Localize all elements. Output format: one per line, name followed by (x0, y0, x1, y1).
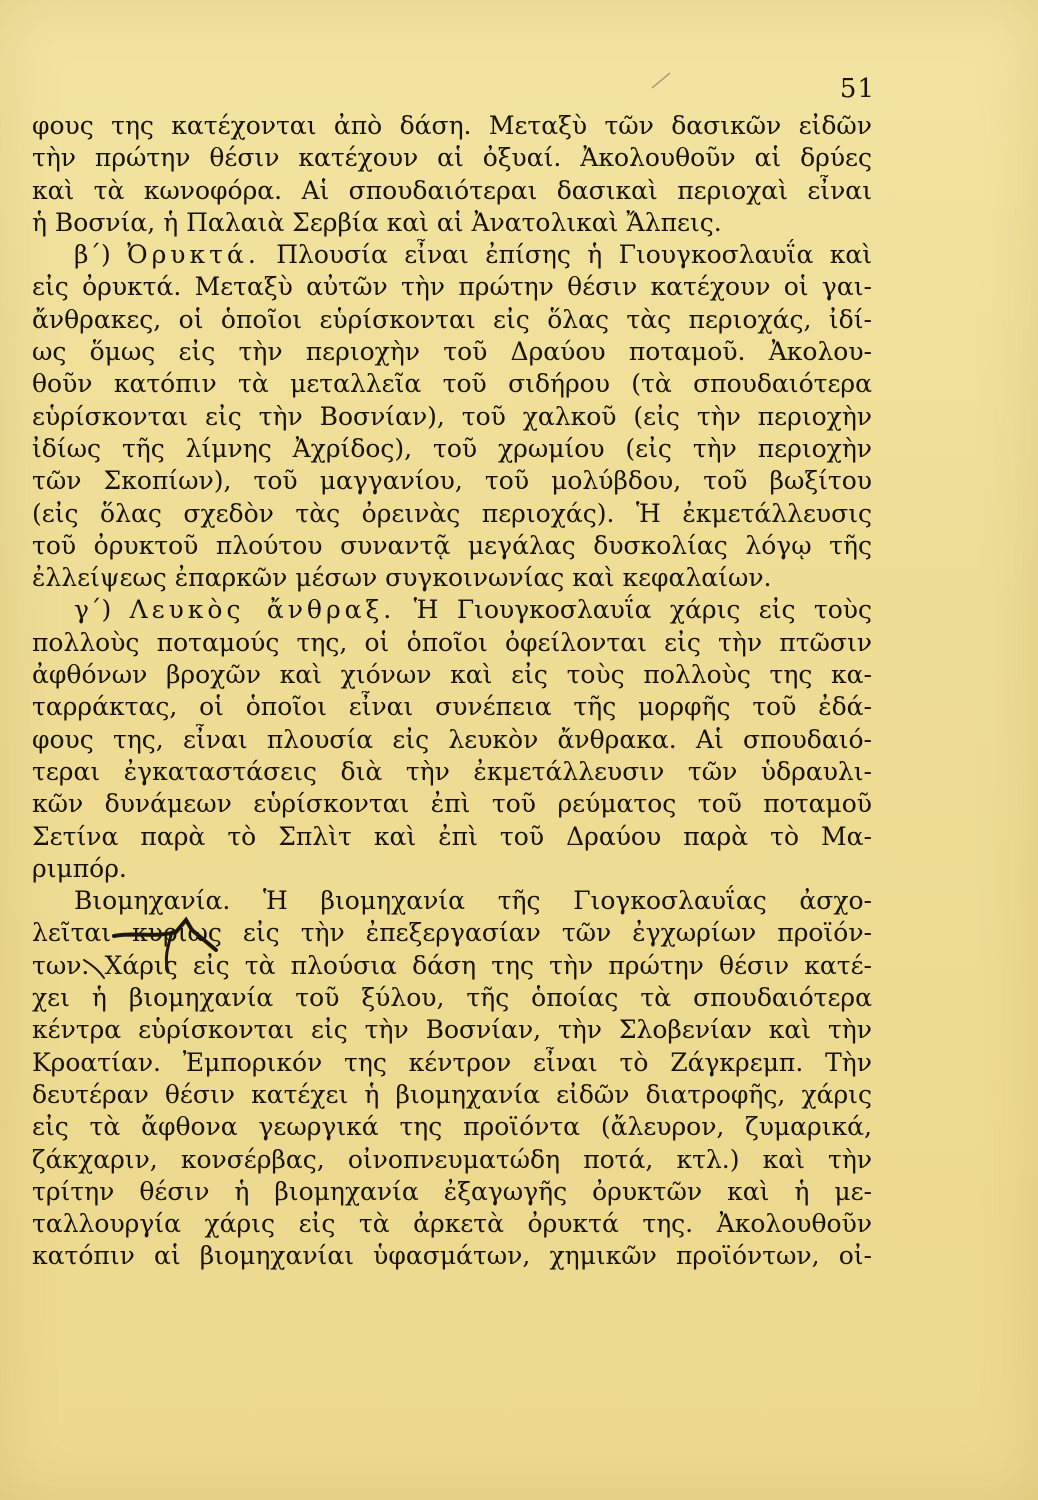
text-line: τεραι ἐγκαταστάσεις διὰ τὴν ἐκμετάλλευσιν τῶν ὑδραυλι- (32, 756, 872, 786)
text-line: φους της κατέχονται ἀπὸ δάση. Μεταξὺ τῶν δασικῶν εἰδῶν (32, 111, 872, 140)
text-line: ἰδίως τῆς λίμνης Ἀχρίδος), τοῦ χρωμίου (εἰς τὴν περιοχὴν (32, 433, 872, 463)
text-line: πολλοὺς ποταμούς της, οἱ ὁποῖοι ὀφείλονται εἰς τὴν πτῶσιν (32, 627, 872, 657)
section-first-line-text: Ἡ βιομηχανία τῆς Γιογκοσλαυΐας ἀσχο- (263, 886, 872, 916)
section-heading-line (32, 594, 872, 626)
section-heading: Βιομηχανία. (74, 886, 231, 916)
text-line: ἡ Βοσνία, ἡ Παλαιὰ Σερβία καὶ αἱ Ἀνατολικαὶ Ἄλπεις. (32, 207, 722, 237)
text-line: των. Χάρις εἰς τὰ πλούσια δάση της τὴν πρώτην θέσιν κατέ- (32, 950, 872, 980)
text-line: κῶν δυνάμεων εὑρίσκονται ἐπὶ τοῦ ρεύματος τοῦ ποταμοῦ (32, 789, 872, 819)
text-line: ἐλλείψεως ἐπαρκῶν μέσων συγκοινωνίας καὶ κεφαλαίων. (32, 563, 772, 593)
text-line: ἀφθόνων βροχῶν καὶ χιόνων καὶ εἰς τοὺς πολλοὺς της κα- (32, 660, 872, 690)
text-line: εἰς ὀρυκτά. Μεταξὺ αὐτῶν τὴν πρώτην θέσιν κατέχουν οἱ γαι- (32, 272, 872, 302)
text-line: κέντρα εὑρίσκονται εἰς τὴν Βοσνίαν, τὴν Σλοβενίαν καὶ τὴν (32, 1015, 872, 1045)
section-heading: Λευκὸς ἄνθραξ. (129, 595, 396, 625)
text-line: τὴν πρώτην θέσιν κατέχουν αἱ ὀξυαί. Ἀκολουθοῦν αἱ δρύες (32, 143, 872, 173)
text-line: τρίτην θέσιν ἡ βιομηχανία ἐξαγωγῆς ὀρυκτῶν καὶ ἡ με- (32, 1176, 872, 1206)
text-line: χει ἡ βιομηχανία τοῦ ξύλου, τῆς ὁποίας τὰ σπουδαιότερα (32, 983, 872, 1013)
text-line: κατόπιν αἱ βιομηχανίαι ὑφασμάτων, χημικῶν προϊόντων, οἰ- (32, 1241, 872, 1271)
text-line: εὑρίσκονται εἰς τὴν Βοσνίαν), τοῦ χαλκοῦ (εἰς τὴν περιοχὴν (32, 401, 872, 431)
section-marker: γ΄) (74, 595, 112, 625)
text-line: δευτέραν θέσιν κατέχει ἡ βιομηχανία εἰδῶν διατροφῆς, χάρις (32, 1079, 872, 1109)
section-marker: β΄) (74, 240, 111, 270)
section-heading: Ὀρυκτά. (127, 240, 260, 270)
text-line: ταλλουργία χάρις εἰς τὰ ἀρκετὰ ὀρυκτά της. Ἀκολουθοῦν (32, 1209, 872, 1239)
text-line: λεῖται κυρίως εἰς τὴν ἐπεξεργασίαν τῶν ἐγχωρίων προϊόν- (32, 918, 872, 948)
text-line: φους της, εἶναι πλουσία εἰς λευκὸν ἄνθρακα. Αἱ σπουδαιό- (32, 724, 872, 754)
pencil-mark (650, 70, 674, 90)
text-line: ως ὅμως εἰς τὴν περιοχὴν τοῦ Δραύου ποταμοῦ. Ἀκολου- (32, 337, 872, 367)
text-line: ἄνθρακες, οἱ ὁποῖοι εὑρίσκονται εἰς ὅλας τὰς περιοχάς, ἰδί- (32, 304, 872, 334)
text-line: εἰς τὰ ἄφθονα γεωργικά της προϊόντα (ἄλευρον, ζυμαρικά, (32, 1112, 872, 1142)
text-line: ταρράκτας, οἱ ὁποῖοι εἶναι συνέπεια τῆς μορφῆς τοῦ ἐδά- (32, 692, 872, 722)
text-line: Κροατίαν. Ἐμπορικόν της κέντρον εἶναι τὸ Ζάγκρεμπ. Τὴν (32, 1047, 872, 1077)
text-line: καὶ τὰ κωνοφόρα. Αἱ σπουδαιότεραι δασικαὶ περιοχαὶ εἶναι (32, 175, 872, 205)
text-line: ζάκχαριν, κονσέρβας, οἰνοπνευματώδη ποτά, κτλ.) καὶ τὴν (32, 1144, 872, 1174)
text-line: θοῦν κατόπιν τὰ μεταλλεῖα τοῦ σιδήρου (τὰ σπουδαιότερα (32, 369, 872, 399)
text-line: (εἰς ὅλας σχεδὸν τὰς ὀρεινὰς περιοχάς). Ἡ ἐκμετάλλευσις (32, 498, 872, 528)
section-first-line-text: Πλουσία εἶναι ἐπίσης ἡ Γιουγκοσλαυΐα καὶ (276, 240, 872, 270)
body-text (32, 110, 872, 1273)
page-number: 51 (839, 74, 875, 104)
text-line: ριμπόρ. (32, 853, 127, 883)
section-heading-line (32, 239, 872, 271)
section-first-line-text: Ἡ Γιουγκοσλαυΐα χάρις εἰς τοὺς (413, 595, 872, 625)
text-line: τῶν Σκοπίων), τοῦ μαγγανίου, τοῦ μολύβδου, τοῦ βωξίτου (32, 466, 872, 496)
text-line: τοῦ ὀρυκτοῦ πλούτου συναντᾷ μεγάλας δυσκολίας λόγῳ τῆς (32, 530, 872, 560)
text-line: Σετίνα παρὰ τὸ Σπλὶτ καὶ ἐπὶ τοῦ Δραύου παρὰ τὸ Μα- (32, 821, 872, 851)
section-heading-line (32, 885, 872, 917)
